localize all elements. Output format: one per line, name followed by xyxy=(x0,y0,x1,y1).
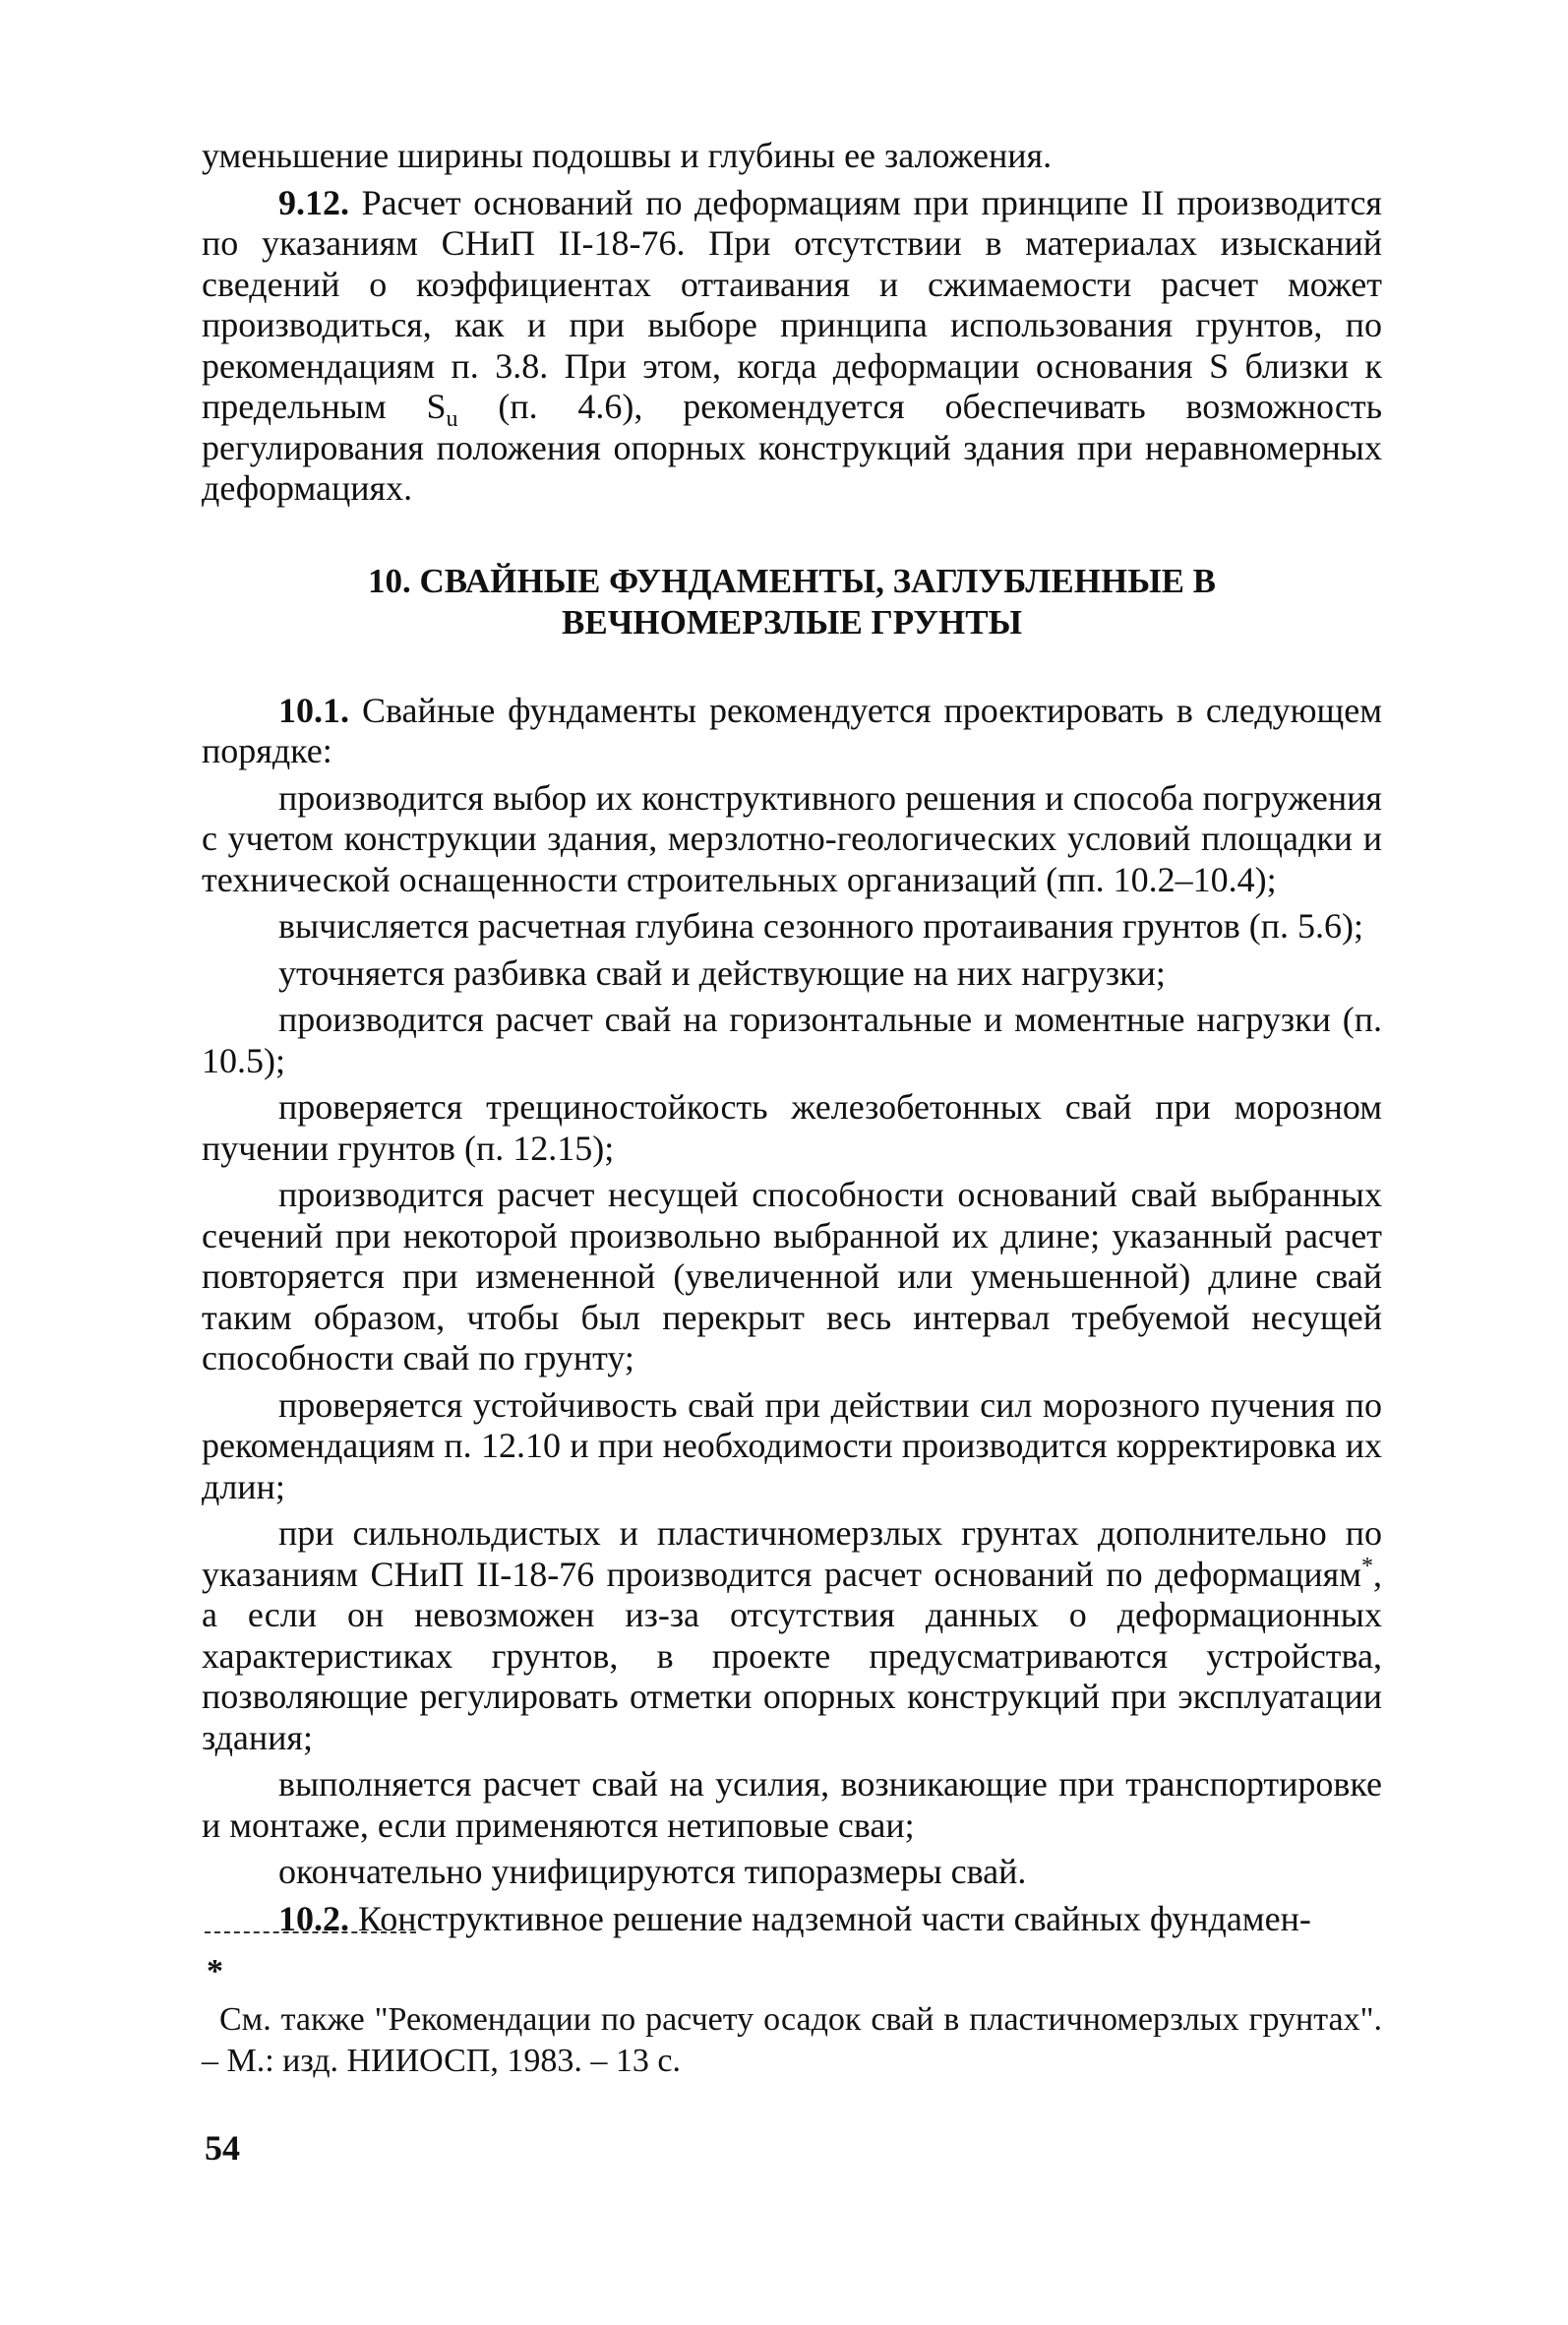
paragraph-10-1 xyxy=(202,691,1382,772)
list-item: вычисляется расчетная глубина сезонного протаивания грунтов (п. 5.6); xyxy=(278,906,1363,946)
list-item: выполняется расчет свай на усилия, возникающие при транспортировке и монтаже, если применяются нетиповые сваи; xyxy=(202,1764,1382,1845)
section-number: 9.12. xyxy=(278,182,349,222)
main-text xyxy=(202,136,1382,1939)
list-item-text: при сильнольдистых и пластичномерзлых грунтах дополнительно по указаниям СНиП II-18-76 производится расчет оснований по деформациям xyxy=(202,1513,1382,1594)
section-heading: 10. СВАЙНЫЕ ФУНДАМЕНТЫ, ЗАГЛУБЛЕННЫЕ В ВЕЧНОМЕРЗЛЫЕ ГРУНТЫ xyxy=(367,561,1217,642)
page-number: 54 xyxy=(205,2128,240,2168)
list-item: производится выбор их конструктивного решения и способа погружения с учетом конструкции здания, мерзлотно-геологических условий площадки и технической оснащенности строительных организаций (пп. 10.2–10.4); xyxy=(202,777,1382,899)
footnote-text: См. также "Рекомендации по расчету осадок свай в пластичномерзлых грунтах". – М.: изд. НИИОСП, 1983. – 13 с. xyxy=(202,2001,1382,2079)
list-item: проверяется устойчивость свай при действии сил морозного пучения по рекомендациям п. 12.10 и при необходимости производится корректировка их длин; xyxy=(202,1384,1382,1506)
list-item: уточняется разбивка свай и действующие на них нагрузки; xyxy=(278,952,1166,993)
section-number: 10.1. xyxy=(278,690,349,730)
paragraph-continuation: уменьшение ширины подошвы и глубины ее заложения. xyxy=(202,136,1053,175)
footnote-ref[interactable]: * xyxy=(1361,1553,1373,1579)
footnote-marker: * xyxy=(207,1953,223,1989)
footnote-divider xyxy=(205,1931,416,1933)
paragraph-text: Свайные фундаменты рекомендуется проектировать в следующем порядке: xyxy=(202,690,1382,770)
list-item xyxy=(202,1513,1382,1758)
paragraph-text-cont: (п. 4.6), рекомендуется обеспечивать возможность регулирования положения опорных конструкций здания при неравномерных деформациях. xyxy=(202,387,1383,508)
section-number: 10.2. xyxy=(278,1898,349,1938)
subscript: u xyxy=(446,406,458,433)
list-item: окончательно унифицируются типоразмеры свай. xyxy=(278,1852,1027,1891)
paragraph-text: Расчет оснований по деформациям при принципе II производится по указаниям СНиП II-18-76. При отсутствии в материалах изысканий сведений о коэффициентах оттаивания и сжимаемости расчет может производиться, как и при выборе принципа использования грунтов, по рекомендациям п. 3.8. При этом, когда деформации основания S близки к предельным S xyxy=(202,182,1382,426)
paragraph-text: Конструктивное решение надземной части свайных фундамен- xyxy=(349,1898,1311,1938)
list-item: производится расчет свай на горизонтальные и моментные нагрузки (п. 10.5); xyxy=(202,1000,1382,1080)
list-item: производится расчет несущей способности оснований свай выбранных сечений при некоторой произвольно выбранной их длине; указанный расчет повторяется при измененной (увеличенной или уменьшенной) длине свай таким образом, чтобы был перекрыт весь интервал требуемой несущей способности свай по грунту; xyxy=(202,1175,1382,1377)
list-item: проверяется трещиностойкость железобетонных свай при морозном пучении грунтов (п. 12.15); xyxy=(202,1087,1382,1168)
paragraph-9-12 xyxy=(202,183,1382,510)
list-item-text-cont: , а если он невозможен из-за отсутствия данных о деформационных характеристиках грунтов, в проекте предусматриваются устройства, позволяющие регулировать отметки опорных конструкций при эксплуатации здания; xyxy=(202,1554,1382,1757)
